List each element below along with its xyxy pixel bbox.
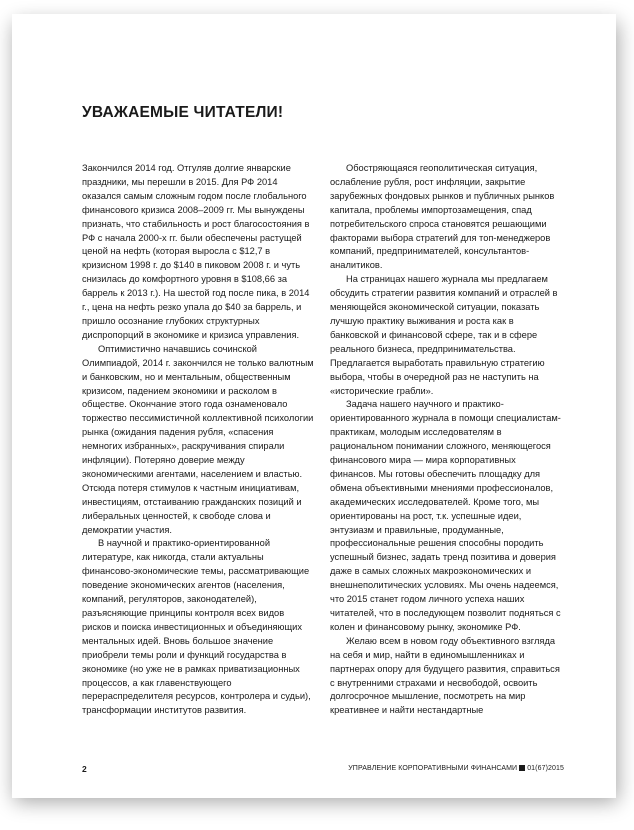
left-column (82, 162, 314, 718)
paragraph: На страницах нашего журнала мы предлагаем обсудить стратегии развития компаний и отраслей в меняющейся экономической ситуации, показать лучшую практику выживания и роста как в банковской и финансовой сфере, так и в сфере реального бизнеса, предпринимательства. Предлагается выработать правильную стратегию выбора, чтобы в очередной раз не наступить на «исторические грабли». (330, 274, 558, 396)
paragraph: В научной и практико-ориентированной литературе, как никогда, стали актуальны финансово-экономические темы, рассматривающие поведение экономических агентов (населения, компаний, регуляторов, законодателей), разъясняющие принципы контроля всех видов рисков и поиска инвестиционных и объединяющих ментальных идей. Вновь большое значение приобрели темы роли и функций государства в экономике (но уже не в рамках приватизационных процессов, а как главенствующего перераспределителя ресурсов, контролера и судьи), трансформации институтов развития. (82, 538, 311, 716)
journal-name: УПРАВЛЕНИЕ КОРПОРАТИВНЫМИ ФИНАНСАМИ (348, 765, 518, 772)
paragraph: Закончился 2014 год. Отгуляв долгие январские праздники, мы перешли в 2015. Для РФ 2014 оказался самым сложным годом после глобального финансового кризиса 2008–2009 гг. Мы вынуждены признать, что стабильность и рост благосостояния в РФ с начала 2000-х гг. были обеспечены растущей ценой на нефть (которая выросла с $12,7 в кризисном 1998 г. до $140 в пиковом 2008 г. и чуть снизилась до комфортного уровня в $108,66 за баррель к 2013 г.). На шестой год после пика, в 2014 г., цена на нефть резко упала до $40 за баррель, и пришло осознание глубоких структурных диспропорций в экономике и кризиса управления. (82, 163, 310, 340)
paragraph: Задача нашего научного и практико-ориентированного журнала в помощи специалистам-практикам, молодым исследователям в рациональном понимании сложного, меняющегося финансового мира — мира корпоративных финансов. Мы готовы обеспечить площадку для обмена объективными мнениями профессионалов, академических исследователей. Кроме того, мы ориентированы на рост, т.к. успешные идеи, энтузиазм и правильные, продуманные, профессиональные решения способны породить успешный бизнес, задать тренд позитива и доверия даже в самых сложных макроэкономических и внешнеполитических условиях. Мы очень надеемся, что 2015 станет годом личного успеха наших читателей, что в последующем позволит подняться с колен и финансовому рынку, экономике РФ. (330, 399, 561, 632)
paragraph: Желаю всем в новом году объективного взгляда на себя и мир, найти в единомышленниках и партнерах опору для будущего развития, справиться с внутренними страхами и несвободой, освоить долгосрочное мышление, посмотреть на мир креативнее и найти нестандартные (330, 635, 560, 716)
paragraph: Обостряющаяся геополитическая ситуация, ослабление рубля, рост инфляции, закрытие зарубежных фондовых рынков и публичных рынков капитала, проблемы импортозамещения, спад потребительского спроса становятся решающими факторами выбора стратегий для топ-менеджеров компаний, предпринимателей, консультантов-аналитиков. (330, 163, 555, 271)
paragraph: Оптимистично начавшись сочинской Олимпиадой, 2014 г. закончился не только валютным и банковским, но и ментальным, общественным кризисом, падением экономики и расколом в обществе. Окончание этого года ознаменовало торжество пессимистичной коллективной психологии рынка (ожидания падения рубля, «спасения немногих избранных», раскручивания спирали инфляции). Потеряно доверие между экономическими агентами, населением и властью. Отсюда потеря стимулов к частным инициативам, инвестициям, отстаиванию гражданских позиций и либеральных ценностей, к свободе слова и демократии участия. (82, 343, 314, 535)
document-page (12, 14, 616, 798)
page-title: УВАЖАЕМЫЕ ЧИТАТЕЛИ! (82, 104, 284, 121)
right-column (330, 162, 562, 718)
journal-issue: 01(67)2015 (527, 765, 564, 772)
journal-footer (348, 765, 564, 772)
page-number: 2 (82, 764, 87, 774)
square-separator-icon (519, 765, 525, 771)
